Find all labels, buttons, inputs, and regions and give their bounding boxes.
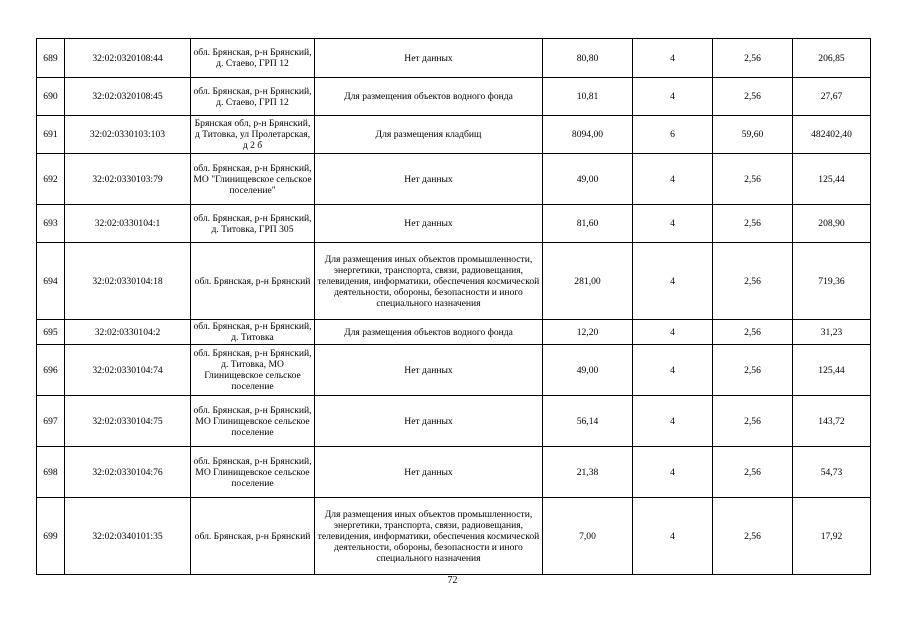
cell-use: Нет данных	[315, 447, 543, 498]
table-row	[37, 154, 871, 205]
cell-area: 49,00	[543, 345, 633, 396]
cell-rate: 2,56	[713, 396, 793, 447]
cell-address: обл. Брянская, р-н Брянский, МО Глинищевское сельское поселение	[191, 396, 315, 447]
cell-cadastral: 32:02:0330104:1	[65, 205, 191, 243]
cell-use: Нет данных	[315, 205, 543, 243]
cell-group: 4	[633, 39, 713, 78]
cell-value: 719,36	[793, 243, 871, 320]
cell-address: обл. Брянская, р-н Брянский, МО "Глинищевское сельское поселение"	[191, 154, 315, 205]
cell-num: 690	[37, 78, 65, 116]
cell-rate: 2,56	[713, 39, 793, 78]
cell-address: обл. Брянская, р-н Брянский, МО Глинищевское сельское поселение	[191, 447, 315, 498]
cell-group: 4	[633, 154, 713, 205]
cell-address: обл. Брянская, р-н Брянский, д. Титовка, ГРП 305	[191, 205, 315, 243]
cell-rate: 2,56	[713, 78, 793, 116]
cell-num: 694	[37, 243, 65, 320]
cell-rate: 2,56	[713, 498, 793, 575]
cell-value: 208,90	[793, 205, 871, 243]
cell-group: 6	[633, 116, 713, 154]
cell-cadastral: 32:02:0340101:35	[65, 498, 191, 575]
cell-address: обл. Брянская, р-н Брянский, д. Титовка, МО Глинищевское сельское поселение	[191, 345, 315, 396]
cell-value: 27,67	[793, 78, 871, 116]
table-row	[37, 498, 871, 575]
cell-use: Для размещения иных объектов промышленности, энергетики, транспорта, связи, радиовещания, телевидения, информатики, обеспечения космической деятельности, обороны, безопасности и иного специального назначения	[315, 243, 543, 320]
table-row	[37, 116, 871, 154]
cell-value: 31,23	[793, 320, 871, 345]
cell-group: 4	[633, 396, 713, 447]
cell-rate: 2,56	[713, 447, 793, 498]
cell-cadastral: 32:02:0320108:44	[65, 39, 191, 78]
cell-area: 56,14	[543, 396, 633, 447]
cell-value: 143,72	[793, 396, 871, 447]
cell-cadastral: 32:02:0330104:18	[65, 243, 191, 320]
cell-group: 4	[633, 205, 713, 243]
cell-cadastral: 32:02:0330103:103	[65, 116, 191, 154]
cell-use: Для размещения кладбищ	[315, 116, 543, 154]
table-row	[37, 345, 871, 396]
cell-cadastral: 32:02:0330104:74	[65, 345, 191, 396]
cell-address: обл. Брянская, р-н Брянский	[191, 498, 315, 575]
cell-num: 699	[37, 498, 65, 575]
cell-num: 689	[37, 39, 65, 78]
cell-address: Брянская обл, р-н Брянский, д Титовка, ул Пролетарская, д 2 б	[191, 116, 315, 154]
cell-area: 21,38	[543, 447, 633, 498]
cell-rate: 2,56	[713, 320, 793, 345]
table-row	[37, 243, 871, 320]
cell-address: обл. Брянская, р-н Брянский, д. Стаево, ГРП 12	[191, 39, 315, 78]
cell-address: обл. Брянская, р-н Брянский	[191, 243, 315, 320]
table-row	[37, 205, 871, 243]
cell-address: обл. Брянская, р-н Брянский, д. Стаево, ГРП 12	[191, 78, 315, 116]
cell-use: Для размещения объектов водного фонда	[315, 320, 543, 345]
cell-area: 10,81	[543, 78, 633, 116]
cell-value: 482402,40	[793, 116, 871, 154]
table-row	[37, 320, 871, 345]
table-row	[37, 78, 871, 116]
cell-num: 697	[37, 396, 65, 447]
cell-area: 281,00	[543, 243, 633, 320]
cell-rate: 2,56	[713, 154, 793, 205]
cell-address: обл. Брянская, р-н Брянский, д. Титовка	[191, 320, 315, 345]
land-registry-table	[36, 38, 871, 575]
cell-cadastral: 32:02:0330104:75	[65, 396, 191, 447]
cell-area: 8094,00	[543, 116, 633, 154]
cell-group: 4	[633, 243, 713, 320]
cell-group: 4	[633, 447, 713, 498]
cell-area: 80,80	[543, 39, 633, 78]
cell-use: Для размещения иных объектов промышленности, энергетики, транспорта, связи, радиовещания, телевидения, информатики, обеспечения космической деятельности, обороны, безопасности и иного специального назначения	[315, 498, 543, 575]
cell-use: Нет данных	[315, 154, 543, 205]
cell-use: Нет данных	[315, 39, 543, 78]
cell-rate: 59,60	[713, 116, 793, 154]
cell-value: 206,85	[793, 39, 871, 78]
cell-value: 125,44	[793, 345, 871, 396]
cell-value: 17,92	[793, 498, 871, 575]
cell-area: 7,00	[543, 498, 633, 575]
cell-rate: 2,56	[713, 243, 793, 320]
cell-use: Нет данных	[315, 345, 543, 396]
cell-cadastral: 32:02:0320108:45	[65, 78, 191, 116]
cell-area: 49,00	[543, 154, 633, 205]
table-body	[37, 39, 871, 575]
table-row	[37, 396, 871, 447]
cell-group: 4	[633, 498, 713, 575]
cell-cadastral: 32:02:0330103:79	[65, 154, 191, 205]
page-number: 72	[447, 575, 458, 586]
cell-use: Нет данных	[315, 396, 543, 447]
cell-num: 695	[37, 320, 65, 345]
table-row	[37, 447, 871, 498]
cell-use: Для размещения объектов водного фонда	[315, 78, 543, 116]
cell-num: 691	[37, 116, 65, 154]
cell-num: 693	[37, 205, 65, 243]
cell-value: 125,44	[793, 154, 871, 205]
cell-group: 4	[633, 320, 713, 345]
cell-num: 698	[37, 447, 65, 498]
cell-rate: 2,56	[713, 205, 793, 243]
cell-cadastral: 32:02:0330104:2	[65, 320, 191, 345]
table-row	[37, 39, 871, 78]
cell-num: 692	[37, 154, 65, 205]
cell-num: 696	[37, 345, 65, 396]
cell-area: 12,20	[543, 320, 633, 345]
cell-group: 4	[633, 345, 713, 396]
cell-area: 81,60	[543, 205, 633, 243]
cell-value: 54,73	[793, 447, 871, 498]
cell-group: 4	[633, 78, 713, 116]
cell-rate: 2,56	[713, 345, 793, 396]
cell-cadastral: 32:02:0330104:76	[65, 447, 191, 498]
